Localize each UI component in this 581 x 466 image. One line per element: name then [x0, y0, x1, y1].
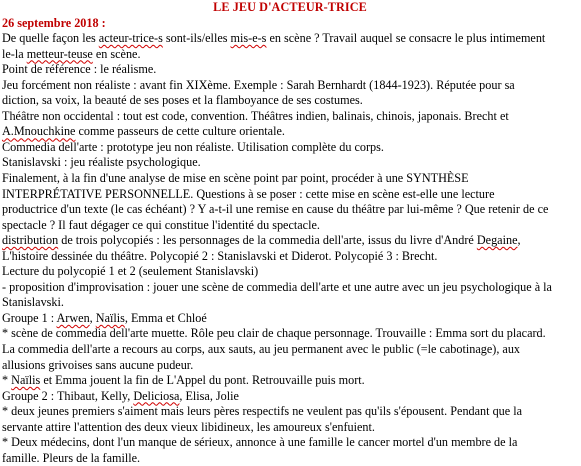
text-line [2, 451, 578, 466]
text-run: * deux jeunes premiers s'aiment mais leurs pères respectifs ne veulent pas qu'ils s'épousent. Pendant que la [2, 404, 523, 419]
spellcheck-flagged-word: Naïlis [11, 373, 41, 388]
text-line [2, 233, 578, 249]
spellcheck-flagged-word: metteur-teuse [26, 46, 93, 61]
text-run: sont-ils/elles [162, 31, 231, 46]
text-run: Point de référence : le réalisme. [2, 62, 157, 77]
text-run: , [517, 233, 521, 248]
text-line [2, 140, 578, 156]
document-date: 26 septembre 2018 : [2, 15, 106, 30]
spellcheck-flagged-word: acteur-trice-s [98, 31, 163, 46]
text-run: le-la [2, 46, 27, 61]
text-run: diction, sa voix, la beauté de ses poses et la flamboyance de ses costumes. [2, 93, 363, 108]
text-run: INTERPRÉTATIVE PERSONNELLE. Questions à se poser : cette mise en scène est-elle une lecture [2, 186, 495, 201]
text-line [2, 202, 578, 218]
text-line [2, 435, 578, 451]
text-run: Finalement, à la fin d'une analyse de mise en scène point par point, procéder à une SYNTHÈSE [2, 171, 469, 186]
text-line [2, 404, 578, 420]
text-run: - proposition d'improvisation : jouer une scène de commedia dell'arte et une autre avec un jeu psychologique à la [2, 279, 552, 294]
text-line [2, 420, 578, 436]
text-line [2, 311, 578, 327]
text-line [2, 171, 578, 187]
text-run: , [89, 310, 96, 325]
text-run: Théâtre non occidental : tout est code, convention. Théâtres indien, balinais, chinois, japonais. Brecht et [2, 108, 509, 123]
text-run: Stanislavski : jeu réaliste psychologique. [2, 155, 201, 170]
text-line [2, 295, 578, 311]
text-line [2, 62, 578, 78]
spellcheck-flagged-word: distribution [2, 233, 59, 248]
text-run: servante attire l'attention des deux vieux libidineux, les amoureux s'enfuient. [2, 419, 375, 434]
text-line [2, 373, 578, 389]
text-run: et Emma jouent la fin de L'Appel du pont. Retrouvaille puis mort. [40, 373, 365, 388]
text-run: Lecture du polycopié 1 et 2 (seulement Stanislavski) [2, 264, 259, 279]
text-line [2, 358, 578, 374]
text-run: , Emma et Chloé [124, 310, 207, 325]
document-body [2, 31, 578, 466]
text-line [2, 109, 578, 125]
text-run: famille. Pleurs de la famille. [2, 450, 141, 465]
text-run: * scène de commedia dell'arte muette. Rôle peu clair de chaque personnage. Trouvaille : Emma sort du placard. [2, 326, 546, 341]
spellcheck-flagged-word: Deliciosa [133, 388, 180, 403]
text-line [2, 389, 578, 405]
text-run: La commedia dell'arte a recours au corps, aux sauts, au jeu permanent avec le public (=le cabotinage), aux [2, 342, 521, 357]
spellcheck-flagged-word: Degaine [476, 233, 518, 248]
text-run: spectacle ? Il faut dégager ce qui constitue l'identité du spectacle. [2, 217, 320, 232]
text-line [2, 326, 578, 342]
text-run: en scène. [92, 46, 141, 61]
spellcheck-flagged-word: A.Mnouchkine [2, 124, 76, 139]
text-run: comme passeurs de cette culture orientale. [75, 124, 285, 139]
text-run: L'histoire dessinée du théâtre. Polycopié 2 : Stanislavski et Diderot. Polycopié 3 : Brecht. [2, 248, 438, 263]
text-line [2, 264, 578, 280]
text-line [2, 155, 578, 171]
document [2, 0, 578, 466]
text-line [2, 47, 578, 63]
text-line [2, 124, 578, 140]
text-run: * Deux médecins, dont l'un manque de sérieux, annonce à une famille le cancer mortel d'un membre de la [2, 435, 518, 450]
text-line [2, 342, 578, 358]
text-line [2, 78, 578, 94]
text-run: , Elisa, Jolie [179, 388, 239, 403]
text-line [2, 218, 578, 234]
text-run: en scène ? Travail auquel se consacre le plus intimement [266, 31, 546, 46]
text-run: Groupe 2 : Thibaut, Kelly, [2, 388, 134, 403]
text-run: Stanislavski. [2, 295, 64, 310]
text-line [2, 31, 578, 47]
text-run: Jeu forcément non réaliste : avant fin XIXème. Exemple : Sarah Bernhardt (1844-1923). Réputée pour sa [2, 77, 515, 92]
text-line [2, 249, 578, 265]
text-run: productrice d'un texte (le cas échéant) ? Y a-t-il une remise en cause du théâtre par lui-même ? Que retenir de ce [2, 202, 549, 217]
text-run: De quelle façon les [2, 31, 99, 46]
spellcheck-flagged-word: mis-e-s [230, 31, 267, 46]
text-run: de trois polycopiés : les personnages de la commedia dell'arte, issus du livre d'André [58, 233, 477, 248]
text-run: Groupe 1 : [2, 310, 57, 325]
spellcheck-flagged-word: Arwen [56, 310, 90, 325]
text-line [2, 93, 578, 109]
document-title: LE JEU D'ACTEUR-TRICE [213, 0, 367, 14]
text-line [2, 187, 578, 203]
text-run: Commedia dell'arte : prototype jeu non réaliste. Utilisation complète du corps. [2, 139, 384, 154]
text-line [2, 280, 578, 296]
spellcheck-flagged-word: Naïlis [95, 310, 125, 325]
text-run: * [2, 373, 12, 388]
text-run: allusions grivoises sans aucune pudeur. [2, 357, 194, 372]
